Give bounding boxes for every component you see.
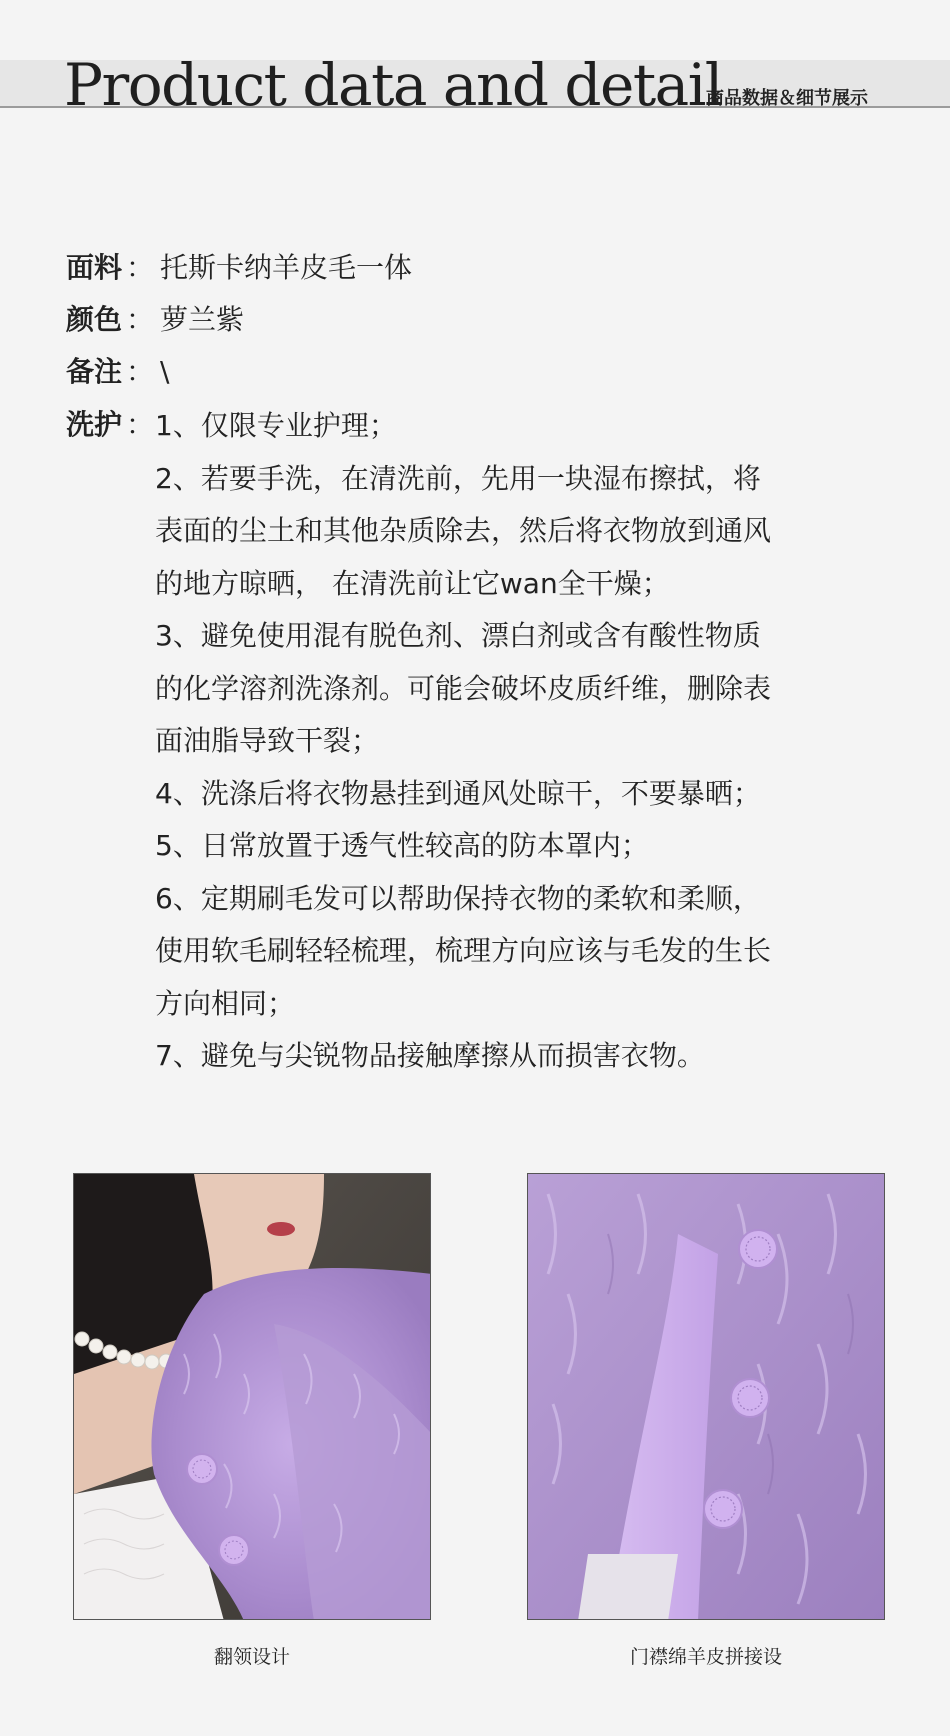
care-line: 的地方晾晒， 在清洗前让它wan全干燥； (155, 566, 670, 600)
care-line: 面油脂导致干裂； (155, 724, 380, 757)
care-line: 方向相同； (155, 986, 296, 1020)
spec-color-value: 萝兰紫 (160, 303, 245, 336)
placket-detail-illustration (528, 1174, 885, 1620)
care-line: 7、避免与尖锐物品接触摩擦从而损害衣物。 (155, 1039, 705, 1072)
care-line: 的化学溶剂洗涤剂。可能会破坏皮质纤维，删除表 (155, 671, 772, 705)
spec-fabric-label: 面料 (66, 251, 123, 284)
spec-color-label: 颜色 (66, 303, 123, 336)
spec-note-label: 备注 (66, 355, 123, 388)
spec-note (66, 345, 169, 398)
page-subtitle: 商品数据＆细节展示 (706, 88, 868, 109)
care-instructions (155, 400, 835, 1083)
spec-care-label: 洗护 (66, 408, 123, 441)
collar-detail-photo (73, 1173, 431, 1620)
placket-detail-photo (527, 1173, 885, 1620)
spec-care (66, 398, 160, 451)
spec-separator: ： (126, 355, 155, 388)
left-photo-caption: 翻领设计 (213, 1646, 290, 1668)
care-line: 5、日常放置于透气性较高的防本罩内； (155, 829, 649, 862)
page-title: Product data and detail (64, 51, 722, 119)
care-line: 4、洗涤后将衣物悬挂到通风处晾干，不要暴晒； (155, 776, 761, 810)
care-line: 6、定期刷毛发可以帮助保持衣物的柔软和柔顺， (155, 881, 761, 915)
right-photo-caption: 门襟绵羊皮拼接设 (629, 1646, 782, 1668)
care-line: 2、若要手洗，在清洗前，先用一块湿布擦拭，将 (155, 461, 761, 495)
spec-fabric-value: 托斯卡纳羊皮毛一体 (160, 251, 413, 284)
care-line: 表面的尘土和其他杂质除去，然后将衣物放到通风 (155, 514, 772, 547)
care-line: 使用软毛刷轻轻梳理，梳理方向应该与毛发的生长 (155, 934, 772, 967)
collar-detail-illustration (74, 1174, 431, 1620)
spec-separator: ： (126, 408, 155, 441)
spec-note-value: \ (160, 355, 170, 388)
care-line: 3、避免使用混有脱色剂、漂白剂或含有酸性物质 (155, 619, 761, 652)
spec-separator: ： (126, 251, 155, 284)
spec-separator: ： (126, 303, 155, 336)
spec-color (66, 293, 244, 346)
care-line: 1、仅限专业护理； (155, 409, 397, 442)
spec-fabric (66, 241, 412, 294)
